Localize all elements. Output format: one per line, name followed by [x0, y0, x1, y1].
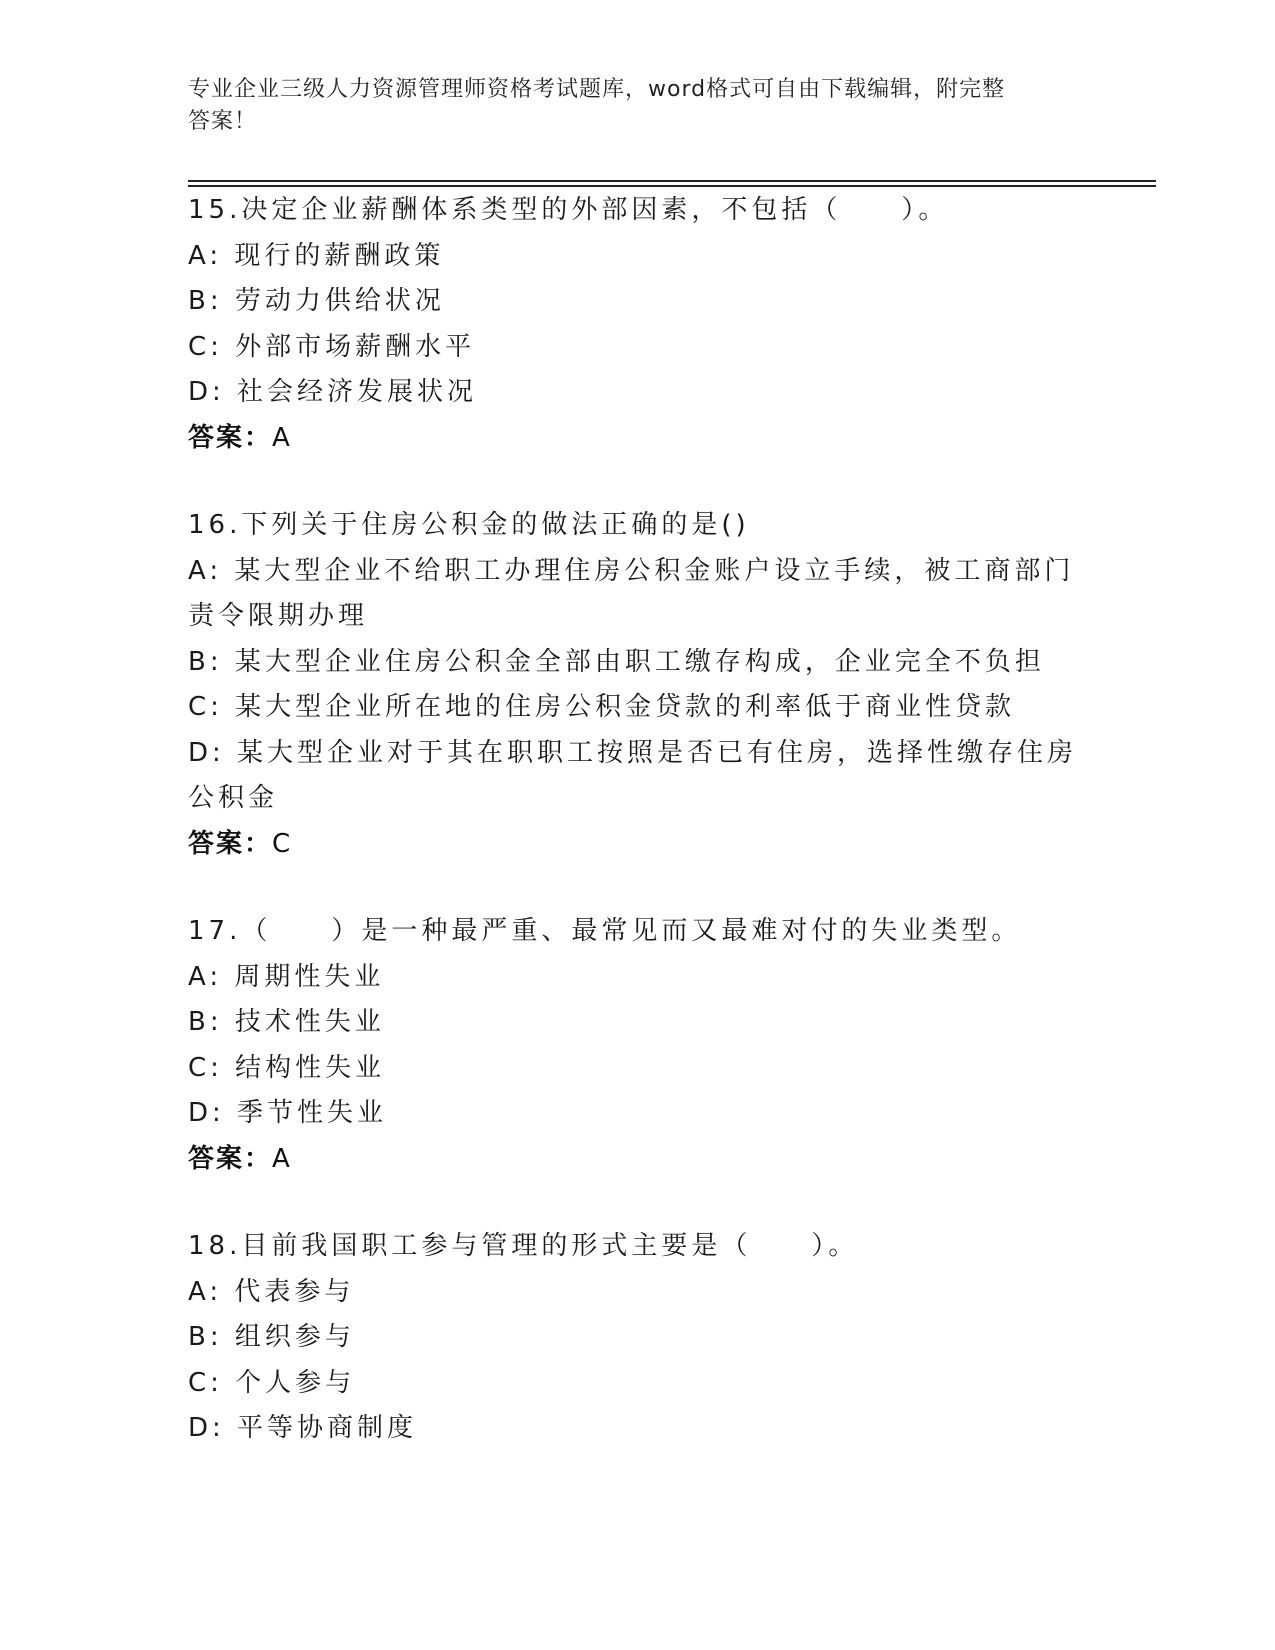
option-a: A: 某大型企业不给职工办理住房公积金账户设立手续，被工商部门责令限期办理 — [188, 555, 1075, 631]
answer-label: 答案： — [188, 828, 273, 859]
option-c: C: 某大型企业所在地的住房公积金贷款的利率低于商业性贷款 — [188, 692, 1016, 722]
question-list — [188, 188, 1088, 1494]
answer-line — [188, 1137, 1088, 1183]
question-stem: 15.决定企业薪酬体系类型的外部因素，不包括（ ）。 — [188, 195, 949, 225]
header-intro-line-1: 专业企业三级人力资源管理师资格考试题库，word格式可自由下载编辑，附完整 — [188, 77, 1006, 102]
option-d: D: 社会经济发展状况 — [188, 377, 478, 407]
header-intro-line-2: 答案！ — [188, 109, 258, 134]
option-d: D: 平等协商制度 — [188, 1413, 418, 1443]
option-b: B: 劳动力供给状况 — [188, 286, 445, 316]
option-c: C: 结构性失业 — [188, 1052, 386, 1083]
option-b: B: 某大型企业住房公积金全部由职工缴存构成，企业完全不负担 — [188, 646, 1045, 677]
answer-value: A — [272, 1143, 292, 1174]
option-b: B: 技术性失业 — [188, 1007, 385, 1037]
option-c: C: 外部市场薪酬水平 — [188, 331, 476, 362]
question-stem: 18.目前我国职工参与管理的形式主要是（ ）。 — [188, 1231, 859, 1261]
question-stem: 17.（ ）是一种最严重、最常见而又最难对付的失业类型。 — [188, 916, 1022, 946]
option-a: A: 周期性失业 — [188, 961, 385, 992]
answer-label: 答案： — [188, 422, 273, 453]
document-header — [188, 74, 1088, 138]
question-16 — [188, 503, 1088, 867]
option-a: A: 现行的薪酬政策 — [188, 240, 445, 271]
answer-line — [188, 822, 1088, 868]
answer-value: C — [272, 828, 293, 859]
header-divider-top — [188, 180, 1156, 182]
answer-label: 答案： — [188, 1143, 273, 1174]
option-b: B: 组织参与 — [188, 1322, 355, 1352]
option-d: D: 某大型企业对于其在职职工按照是否已有住房，选择性缴存住房公积金 — [188, 737, 1078, 813]
question-18 — [188, 1224, 1088, 1452]
header-divider-bottom — [188, 185, 1156, 187]
option-a: A: 代表参与 — [188, 1276, 355, 1307]
question-17 — [188, 909, 1088, 1182]
option-d: D: 季节性失业 — [188, 1098, 388, 1128]
answer-value: A — [272, 422, 292, 453]
option-c: C: 个人参与 — [188, 1367, 356, 1398]
question-15 — [188, 188, 1088, 461]
answer-line — [188, 416, 1088, 462]
question-stem: 16.下列关于住房公积金的做法正确的是() — [188, 510, 750, 540]
